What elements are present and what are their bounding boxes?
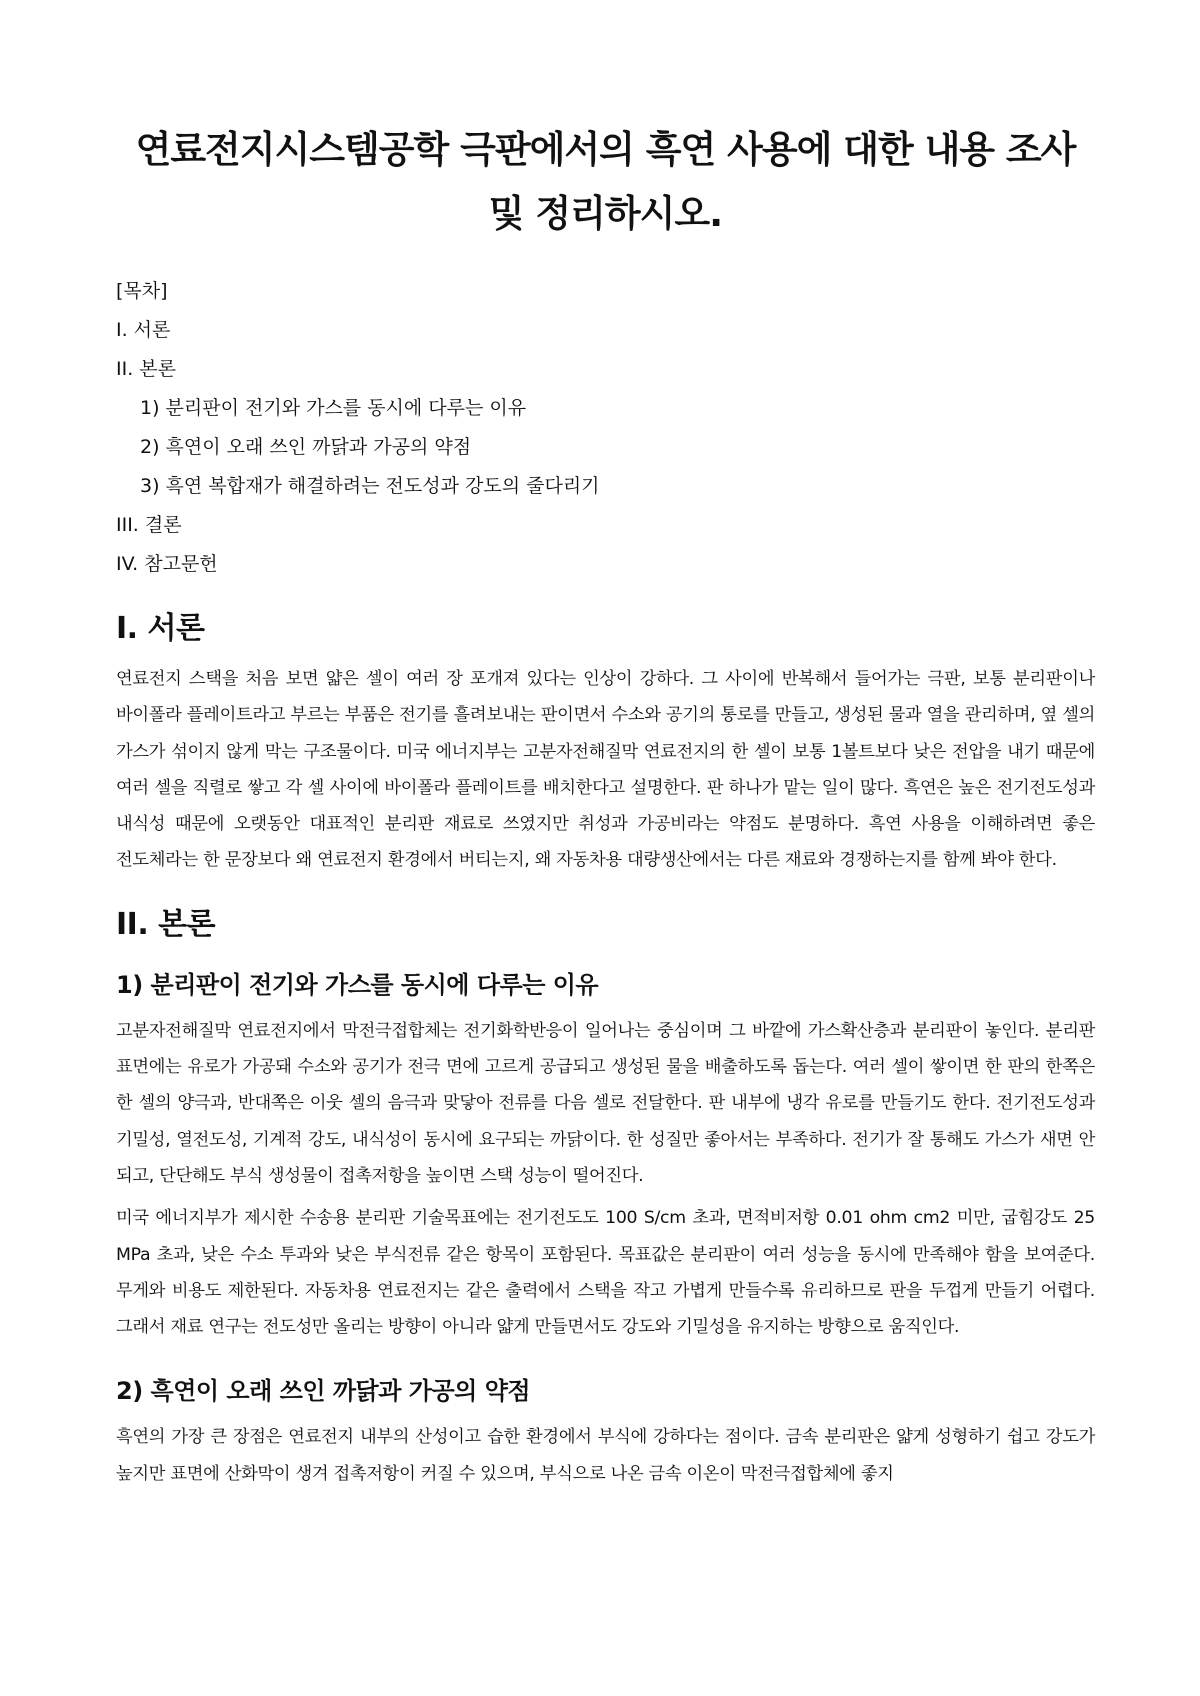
toc-item-body-1: 1) 분리판이 전기와 가스를 동시에 다루는 이유 — [140, 397, 527, 419]
toc-item-body-3: 3) 흑연 복합재가 해결하려는 전도성과 강도의 줄다리기 — [140, 475, 600, 497]
subsection-heading-1: 1) 분리판이 전기와 가스를 동시에 다루는 이유 — [116, 970, 599, 999]
toc-item-body-2: 2) 흑연이 오래 쓰인 까닭과 가공의 약점 — [140, 436, 472, 458]
section-heading-introduction: I. 서론 — [116, 611, 205, 646]
subsection-heading-2: 2) 흑연이 오래 쓰인 까닭과 가공의 약점 — [116, 1377, 531, 1406]
introduction-paragraph: 연료전지 스택을 처음 보면 얇은 셀이 여러 장 포개져 있다는 인상이 강하다. 그 사이에 반복해서 들어가는 극판, 보통 분리판이나 바이폴라 플레이트라고 부르는 부품은 전기를 흘려보내는 판이면서 수소와 공기의 통로를 만들고, 생성된 물과 열을 관리하며, 옆 셀의 가스가 섞이지 않게 막는 구조물이다. 미국 에너지부는 고분자전해질막 연료전지의 한 셀이 보통 1볼트보다 낮은 전압을 내기 때문에 여러 셀을 직렬로 쌓고 각 셀 사이에 바이폴라 플레이트를 배치한다고 설명한다. 판 하나가 맡는 일이 많다. 흑연은 높은 전기전도성과 내식성 때문에 오랫동안 대표적인 분리판 재료로 쓰였지만 취성과 가공비라는 약점도 분명하다. 흑연 사용을 이해하려면 좋은 전도체라는 한 문장보다 왜 연료전지 환경에서 버티는지, 왜 자동차용 대량생산에서는 다른 재료와 경쟁하는지를 함께 봐야 한다. — [116, 669, 1095, 871]
subsection-2-paragraph-1: 흑연의 가장 큰 장점은 연료전지 내부의 산성이고 습한 환경에서 부식에 강하다는 점이다. 금속 분리판은 얇게 성형하기 쉽고 강도가 높지만 표면에 산화막이 생겨 접촉저항이 커질 수 있으며, 부식으로 나온 금속 이온이 막전극접합체에 좋지 — [116, 1427, 1095, 1484]
toc-item-body: II. 본론 — [116, 358, 176, 380]
toc-heading: [목차] — [116, 280, 168, 302]
subsection-1-paragraph-1: 고분자전해질막 연료전지에서 막전극접합체는 전기화학반응이 일어나는 중심이며 그 바깥에 가스확산층과 분리판이 놓인다. 분리판 표면에는 유로가 가공돼 수소와 공기가 전극 면에 고르게 공급되고 생성된 물을 배출하도록 돕는다. 여러 셀이 쌓이면 한 판의 한쪽은 한 셀의 양극과, 반대쪽은 이웃 셀의 음극과 맞닿아 전류를 다음 셀로 전달한다. 판 내부에 냉각 유로를 만들기도 한다. 전기전도성과 기밀성, 열전도성, 기계적 강도, 내식성이 동시에 요구되는 까닭이다. 한 성질만 좋아서는 부족하다. 전기가 잘 통해도 가스가 새면 안 되고, 단단해도 부식 생성물이 접촉저항을 높이면 스택 성능이 떨어진다. — [116, 1020, 1095, 1186]
subsection-1-paragraph-2: 미국 에너지부가 제시한 수송용 분리판 기술목표에는 전기전도도 100 S/cm 초과, 면적비저항 0.01 ohm cm2 미만, 굽힘강도 25 MPa 초과, 낮은 수소 투과와 낮은 부식전류 같은 항목이 포함된다. 목표값은 분리판이 여러 성능을 동시에 만족해야 함을 보여준다. 무게와 비용도 제한된다. 자동차용 연료전지는 같은 출력에서 스택을 작고 가볍게 만들수록 유리하므로 판을 두껍게 만들기 어렵다. 그래서 재료 연구는 전도성만 올리는 방향이 아니라 얇게 만들면서도 강도와 기밀성을 유지하는 방향으로 움직인다. — [116, 1208, 1095, 1338]
toc-item-conclusion: III. 결론 — [116, 514, 182, 536]
section-heading-body: II. 본론 — [116, 906, 216, 942]
table-of-contents — [116, 272, 1095, 584]
toc-item-references: IV. 참고문헌 — [116, 553, 218, 575]
document-title: 연료전지시스템공학 극판에서의 흑연 사용에 대한 내용 조사 및 정리하시오. — [135, 128, 1076, 235]
toc-item-introduction: I. 서론 — [116, 319, 171, 341]
